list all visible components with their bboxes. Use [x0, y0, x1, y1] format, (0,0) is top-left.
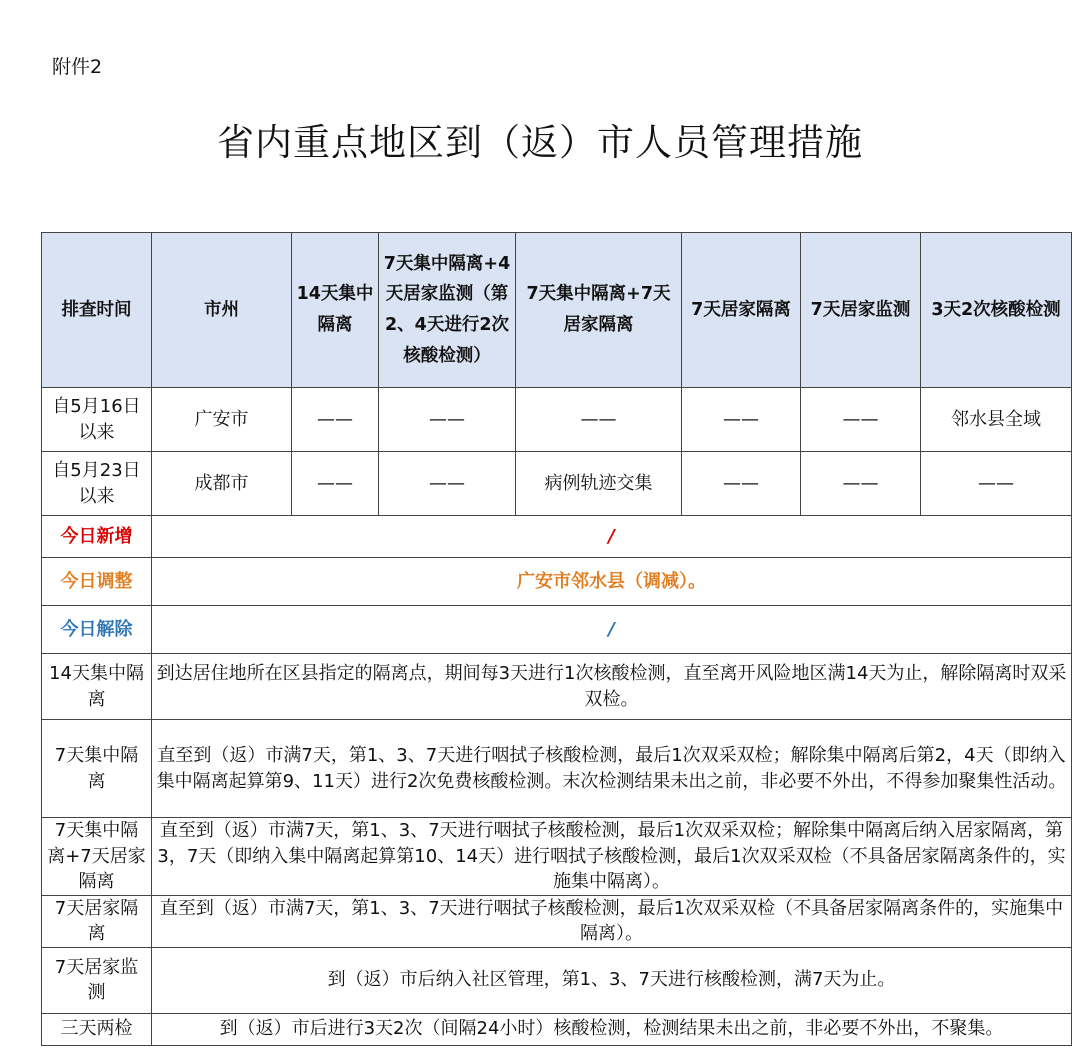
today-adjust-value: 广安市邻水县（调减）。 [152, 558, 1072, 606]
today-new-row [42, 516, 1072, 558]
today-release-row [42, 606, 1072, 654]
attachment-label: 附件2 [52, 56, 103, 78]
header-cell: 7天集中隔离+7天居家隔离 [516, 233, 682, 388]
cell-14day: —— [292, 388, 379, 452]
today-new-label: 今日新增 [42, 516, 152, 558]
city: 成都市 [152, 452, 292, 516]
management-measures-table [41, 232, 1072, 1046]
measure-row [42, 654, 1072, 720]
measure-text: 到达居住地所在区县指定的隔离点，期间每3天进行1次核酸检测，直至离开风险地区满14天为止，解除隔离时双采双检。 [152, 654, 1072, 720]
cell-7home: —— [682, 388, 801, 452]
city: 广安市 [152, 388, 292, 452]
header-cell: 14天集中隔离 [292, 233, 379, 388]
today-adjust-label: 今日调整 [42, 558, 152, 606]
measure-row [42, 720, 1072, 818]
cell-7plus7: —— [516, 388, 682, 452]
measure-name: 7天居家监测 [42, 947, 152, 1013]
cell-3day: 邻水县全域 [921, 388, 1072, 452]
header-cell: 排查时间 [42, 233, 152, 388]
measure-text: 直至到（返）市满7天，第1、3、7天进行咽拭子核酸检测，最后1次双采双检；解除集中隔离后纳入居家隔离，第3，7天（即纳入集中隔离起算第10、14天）进行咽拭子核酸检测，最后1次双采双检（不具备居家隔离条件的，实施集中隔离）。 [152, 818, 1072, 896]
header-cell: 7天居家监测 [801, 233, 921, 388]
measure-name: 14天集中隔离 [42, 654, 152, 720]
today-new-value: / [152, 516, 1072, 558]
header-cell: 市州 [152, 233, 292, 388]
measure-row [42, 895, 1072, 947]
cell-14day: —— [292, 452, 379, 516]
table-row [42, 452, 1072, 516]
screen-time: 自5月23日以来 [42, 452, 152, 516]
measure-name: 三天两检 [42, 1013, 152, 1045]
header-cell: 7天集中隔离+4天居家监测（第2、4天进行2次核酸检测） [379, 233, 516, 388]
screen-time: 自5月16日以来 [42, 388, 152, 452]
today-release-label: 今日解除 [42, 606, 152, 654]
table-row [42, 388, 1072, 452]
table-header-row [42, 233, 1072, 388]
measure-text: 直至到（返）市满7天，第1、3、7天进行咽拭子核酸检测，最后1次双采双检；解除集中隔离后第2，4天（即纳入集中隔离起算第9、11天）进行2次免费核酸检测。末次检测结果未出之前，非必要不外出，不得参加聚集性活动。 [152, 720, 1072, 818]
cell-7monitor: —— [801, 388, 921, 452]
measure-text: 到（返）市后纳入社区管理，第1、3、7天进行核酸检测，满7天为止。 [152, 947, 1072, 1013]
cell-7home: —— [682, 452, 801, 516]
measure-row [42, 947, 1072, 1013]
today-adjust-row [42, 558, 1072, 606]
measure-row [42, 818, 1072, 896]
measure-text: 直至到（返）市满7天，第1、3、7天进行咽拭子核酸检测，最后1次双采双检（不具备居家隔离条件的，实施集中隔离）。 [152, 895, 1072, 947]
header-cell: 7天居家隔离 [682, 233, 801, 388]
measure-name: 7天集中隔离+7天居家隔离 [42, 818, 152, 896]
today-release-value: / [152, 606, 1072, 654]
cell-7monitor: —— [801, 452, 921, 516]
measure-text: 到（返）市后进行3天2次（间隔24小时）核酸检测，检测结果未出之前，非必要不外出，不聚集。 [152, 1013, 1072, 1045]
measure-row [42, 1013, 1072, 1045]
page-title: 省内重点地区到（返）市人员管理措施 [217, 121, 863, 164]
cell-7plus4: —— [379, 388, 516, 452]
cell-7plus4: —— [379, 452, 516, 516]
cell-7plus7: 病例轨迹交集 [516, 452, 682, 516]
measure-name: 7天居家隔离 [42, 895, 152, 947]
header-cell: 3天2次核酸检测 [921, 233, 1072, 388]
cell-3day: —— [921, 452, 1072, 516]
measure-name: 7天集中隔离 [42, 720, 152, 818]
